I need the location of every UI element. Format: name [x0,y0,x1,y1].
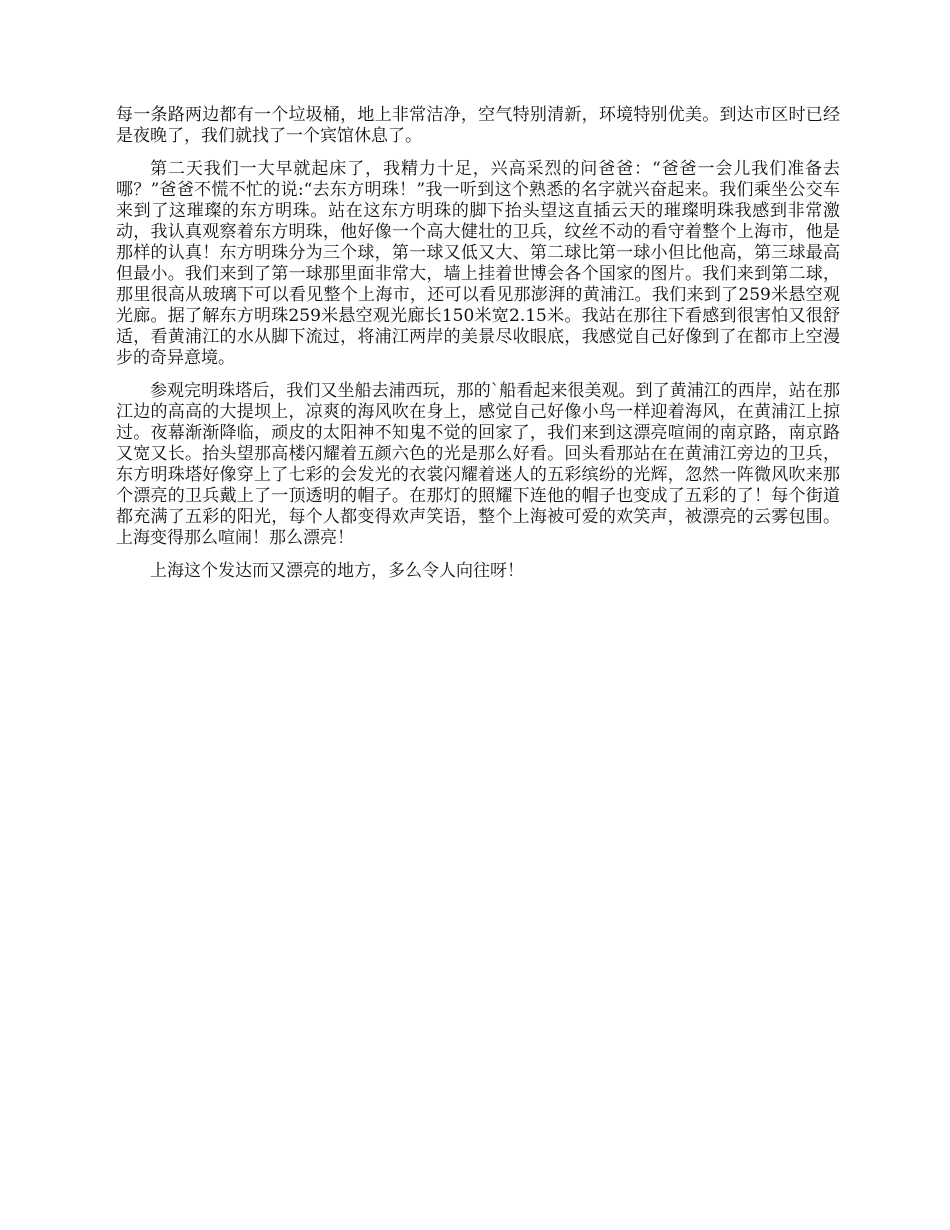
paragraph-4: 上海这个发达而又漂亮的地方，多么令人向往呀！ [150,561,524,581]
document-page [116,105,840,594]
paragraph-2: 第二天我们一大早就起床了，我精力十足，兴高采烈的问爸爸：“爸爸一会儿我们准备去哪？”爸爸不慌不忙的说:“去东方明珠！”我一听到这个熟悉的名字就兴奋起来。我们乘坐公交车来到了这璀璨的东方明珠。站在这东方明珠的脚下抬头望这直插云天的璀璨明珠我感到非常激动，我认真观察着东方明珠，他好像一个高大健壮的卫兵，纹丝不动的看守着整个上海市，他是那样的认真！东方明珠分为三个球，第一球又低又大、第二球比第一球小但比他高，第三球最高但最小。我们来到了第一球那里面非常大，墙上挂着世博会各个国家的图片。我们来到第二球，那里很高从玻璃下可以看见整个上海市，还可以看见那澎湃的黄浦江。我们来到了259米悬空观光廊。据了解东方明珠259米悬空观光廊长150米宽2.15米。我站在那往下看感到很害怕又很舒适，看黄浦江的水从脚下流过，将浦江两岸的美景尽收眼底，我感觉自己好像到了在都市上空漫步的奇异意境。 [116,159,840,368]
paragraph-3: 参观完明珠塔后，我们又坐船去浦西玩，那的`船看起来很美观。到了黄浦江的西岸，站在那江边的高高的大提坝上，凉爽的海风吹在身上，感觉自己好像小鸟一样迎着海风，在黄浦江上掠过。夜幕渐渐降临，顽皮的太阳神不知鬼不觉的回家了，我们来到这漂亮喧闹的南京路，南京路又宽又长。抬头望那高楼闪耀着五颜六色的光是那么好看。回头看那站在在黄浦江旁边的卫兵，东方明珠塔好像穿上了七彩的会发光的衣裳闪耀着迷人的五彩缤纷的光辉，忽然一阵微风吹来那个漂亮的卫兵戴上了一顶透明的帽子。在那灯的照耀下连他的帽子也变成了五彩的了！每个街道都充满了五彩的阳光，每个人都变得欢声笑语，整个上海被可爱的欢笑声，被漂亮的云雾包围。上海变得那么喧闹！那么漂亮！ [116,381,840,548]
paragraph-1: 每一条路两边都有一个垃圾桶，地上非常洁净，空气特别清新，环境特别优美。到达市区时已经是夜晚了，我们就找了一个宾馆休息了。 [116,105,840,146]
